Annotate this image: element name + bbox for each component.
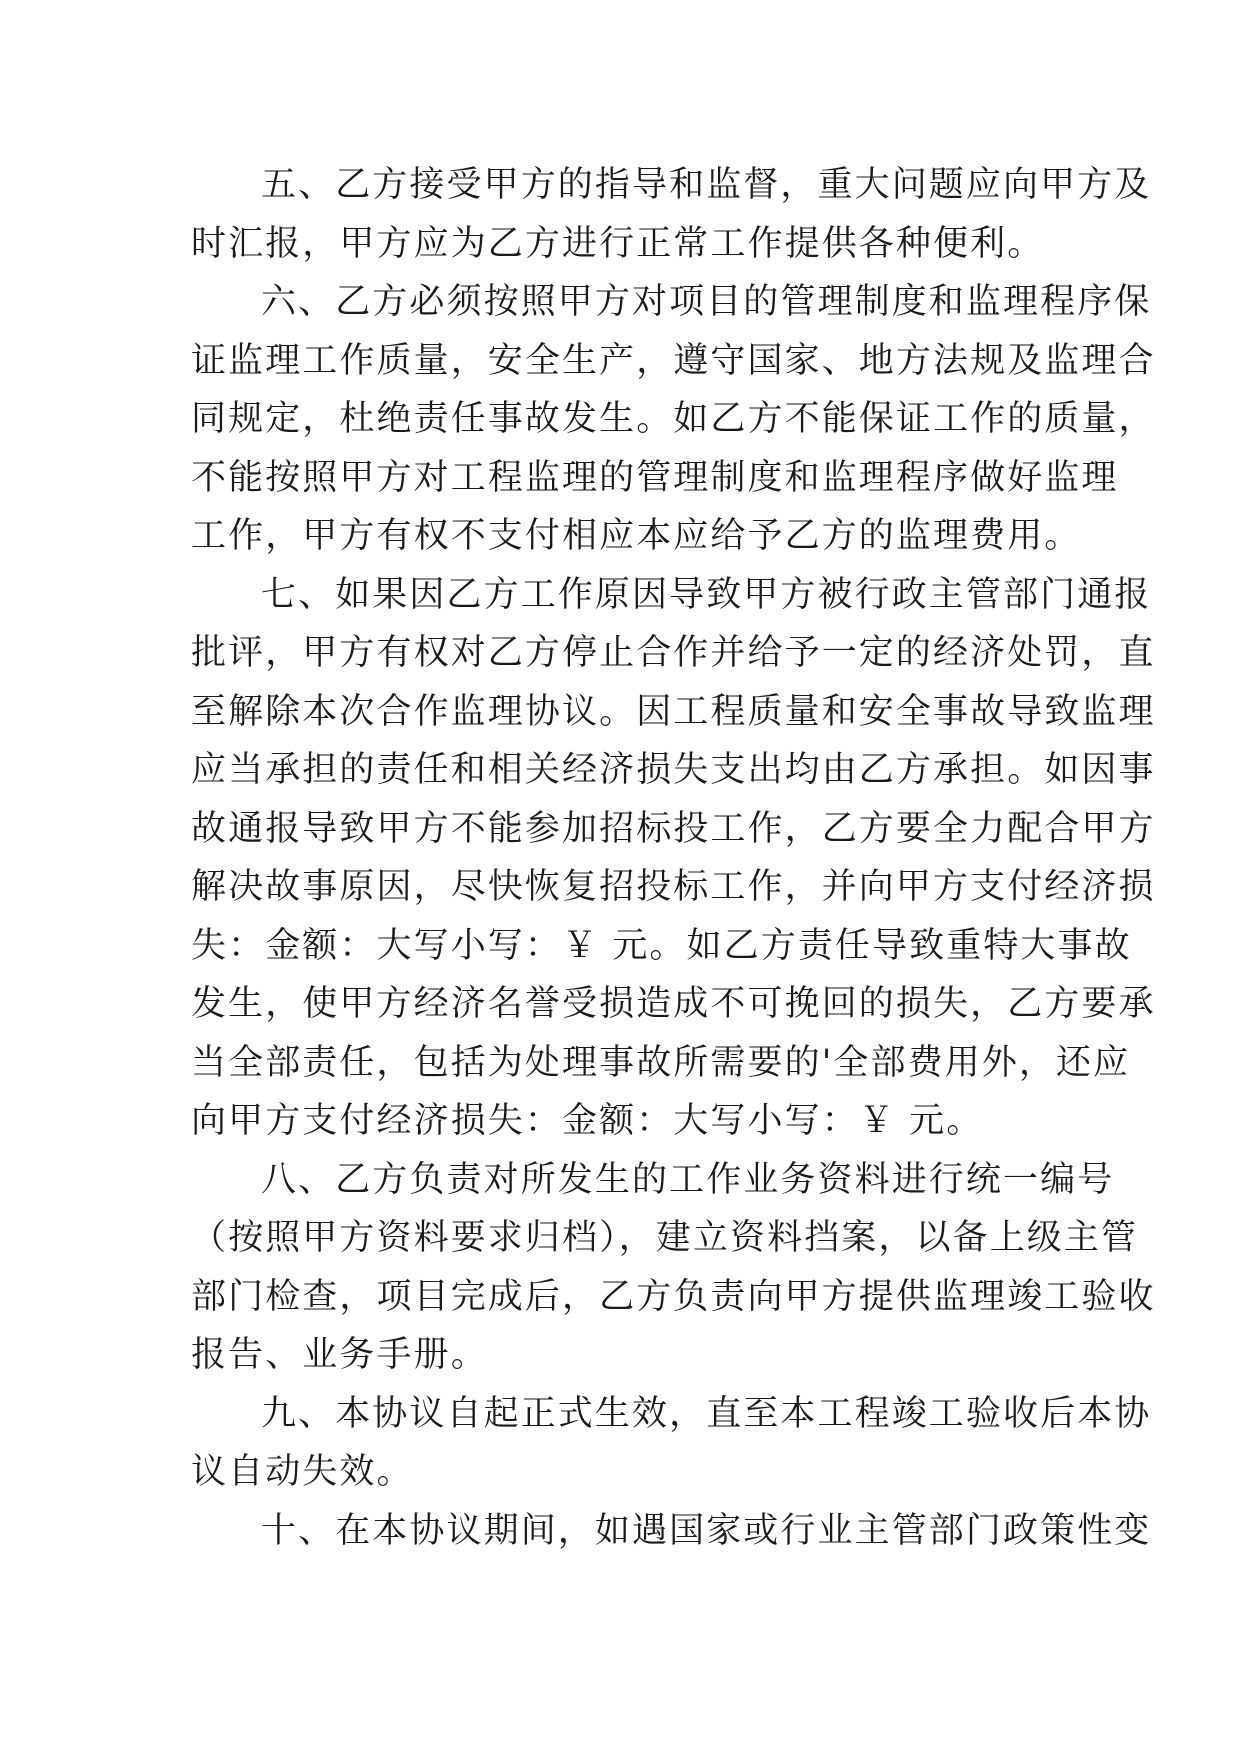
text-line: 八、乙方负责对所发生的工作业务资料进行统一编号 [261, 1159, 1115, 1200]
text-line: 报告、业务手册。 [191, 1335, 488, 1375]
text-line: 工作，甲方有权不支付相应本应给予乙方的监理费用。 [191, 516, 1082, 556]
text-line: （按照甲方资料要求归档），建立资料挡案，以备上级主管 [191, 1218, 1139, 1258]
text-line: 不能按照甲方对工程监理的管理制度和监理程序做好监理 [191, 457, 1119, 498]
agreement-clauses [191, 156, 1156, 1560]
text-line: 十、在本协议期间，如遇国家或行业主管部门政策性变 [261, 1510, 1152, 1551]
text-line: 解决故事原因，尽快恢复招投标工作，并向甲方支付经济损 [191, 867, 1156, 907]
text-line: 部门检查，项目完成后，乙方负责向甲方提供监理竣工验收 [191, 1276, 1156, 1317]
text-line: 五、乙方接受甲方的指导和监督，重大问题应向甲方及 [261, 165, 1152, 205]
text-line: 九、本协议自起正式生效，直至本工程竣工验收后本协 [261, 1393, 1152, 1434]
text-line: 故通报导致甲方不能参加招标投工作，乙方要全力配合甲方 [191, 808, 1156, 849]
text-line: 向甲方支付经济损失：金额：大写小写：￥ 元。 [191, 1101, 984, 1141]
text-line: 七、如果因乙方工作原因导致甲方被行政主管部门通报 [261, 574, 1152, 615]
text-line: 批评，甲方有权对乙方停止合作并给予一定的经济处罚，直 [191, 633, 1156, 673]
text-line: 证监理工作质量，安全生产，遵守国家、地方法规及监理合 [191, 340, 1156, 381]
text-line: 六、乙方必须按照甲方对项目的管理制度和监理程序保 [261, 282, 1152, 322]
text-line: 应当承担的责任和相关经济损失支出均由乙方承担。如因事 [191, 750, 1156, 790]
text-line: 同规定，杜绝责任事故发生。如乙方不能保证工作的质量， [191, 399, 1156, 439]
text-line: 至解除本次合作监理协议。因工程质量和安全事故导致监理 [191, 691, 1156, 732]
text-line: 发生，使甲方经济名誉受损造成不可挽回的损失，乙方要承 [191, 984, 1156, 1024]
text-line: 失：金额：大写小写：￥ 元。如乙方责任导致重特大事故 [191, 925, 1132, 966]
text-line: 时汇报，甲方应为乙方进行正常工作提供各种便利。 [191, 223, 1045, 264]
text-line: 当全部责任，包括为处理事故所需要的'全部费用外，还应 [191, 1042, 1131, 1083]
text-line: 议自动失效。 [191, 1452, 414, 1492]
